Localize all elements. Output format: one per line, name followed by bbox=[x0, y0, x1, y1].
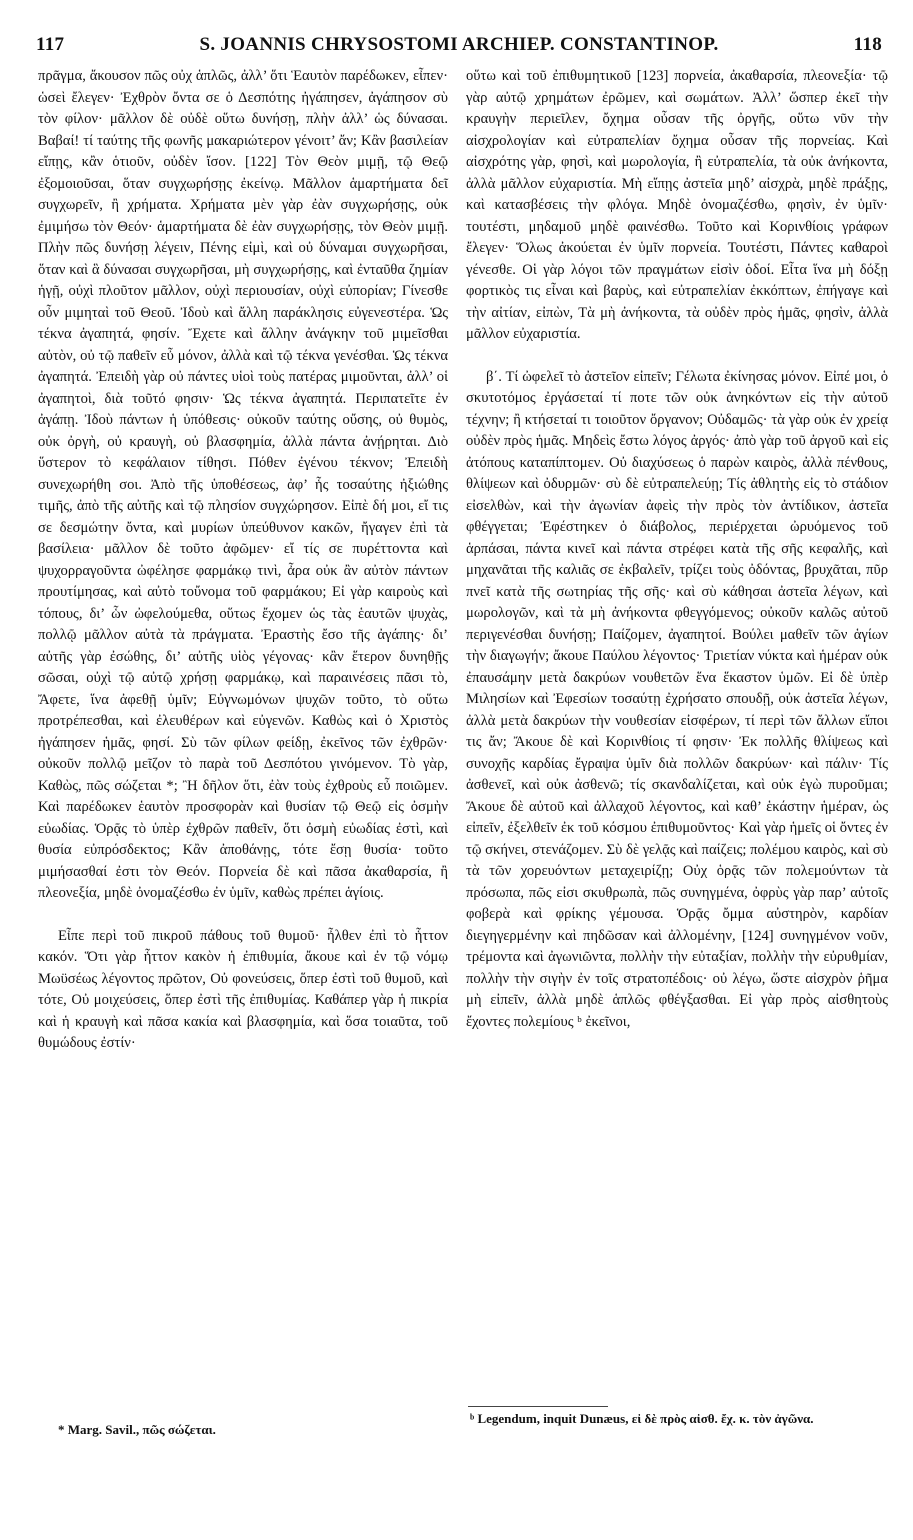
running-title: S. JOANNIS CHRYSOSTOMI ARCHIEP. CONSTANTINOP. bbox=[199, 34, 719, 55]
running-header bbox=[36, 34, 882, 60]
paragraph: πρᾶγμα, ἄκουσον πῶς οὐχ ἁπλῶς, ἀλλ’ ὅτι Ἑαυτὸν παρέδωκεν, εἶπεν· ὡσεὶ ἔλεγεν· Ἐχθρὸν ὄντα σε ὁ Δεσπότης ἠγάπησεν, ἀγάπησον σὺ τὸν φίλον· μᾶλλον δὲ οὐδὲ οὕτω δυνήσῃ, πλὴν ἀλλ’ ὡς δύνασαι. Βαβαί! τί ταύτης τῆς φωνῆς μακαριώτερον γένοιτ’ ἄν; Κἂν βασιλείαν εἴπῃς, κἂν ὁτιοῦν, οὐδὲν ἴσον. [122] Τὸν Θεὸν μιμῇ, τῷ Θεῷ ἐξομοιοῦσαι, ὅταν συγχωρήσῃς ἐκείνῳ. Μᾶλλον ἁμαρτήματα δεῖ συγχωρεῖν, ἢ χρήματα. Χρήματα μὲν γὰρ ἐὰν συγχωρήσῃς, οὐκ ἐμιμήσω τὸν Θεόν· ἁμαρτήματα δὲ ἐὰν συγχωρήσῃς, τὸν Θεὸν μιμῇ. Πλὴν πῶς δυνήσῃ λέγειν, Πένης εἰμὶ, καὶ οὐ δύναμαι συγχωρῆσαι, ὅταν καὶ ἃ δύνασαι συγχωρῆσαι, μὴ συγχωρήσῃς, καὶ ἐνταῦθα ζημίαν ἡγῇ, οὐχὶ πλοῦτον μᾶλλον, οὐχὶ περιουσίαν, οὐχὶ εὐπορίαν; Γίνεσθε οὖν μιμηταὶ τοῦ Θεοῦ. Ἰδοὺ καὶ ἄλλη παράκλησις εὐγενεστέρα. Ὡς τέκνα ἀγαπητά, φησίν. Ἔχετε καὶ ἄλλην ἀνάγκην τοῦ μιμεῖσθαι αὐτὸν, οὐ τῷ παθεῖν εὖ μόνον, ἀλλὰ καὶ τῷ τέκνα γενέσθαι. Ὡς τέκνα ἀγαπητά. Ἐπειδὴ γὰρ οὐ πάντες υἱοὶ τοὺς πατέρας μιμοῦνται, ἀλλ’ οἱ ἀγαπητοὶ, διὰ τοῦτό φησιν· Ὡς τέκνα ἀγαπητά. Περιπατεῖτε ἐν ἀγάπῃ. Ἰδοὺ πάντων ἡ ὑπόθεσις· οὐκοῦν ταύτης οὔσης, οὐ θυμὸς, οὐκ ὀργὴ, οὐ κραυγὴ, οὐ βλασφημία, ἀλλὰ πάντα ἀνῄρηται. Διὸ ὕστερον τὸ κεφάλαιον τίθησι. Πόθεν ἐγένου τέκνον; Ἐπειδὴ συνεχωρήθη σοι. Ἀπὸ τῆς ὑποθέσεως, ἀφ’ ἧς τοσαύτης ἠξιώθης τιμῆς, ἀπὸ τῆς αὐτῆς καὶ τῷ πλησίον συγχώρησον. Εἰπὲ δή μοι, εἴ τις σε δεσμώτην ὄντα, καὶ μυρίων ὑπεύθυνον κακῶν, ἤγαγεν ἐπὶ τὰ βασίλεια· μᾶλλον δὲ τοῦτο ἀφῶμεν· εἴ τίς σε πυρέττοντα καὶ ψυχορραγοῦντα ὠφέλησε φαρμάκῳ τινὶ, ἆρα οὐκ ἂν αὐτὸν πάντων προυτίμησας, καὶ αὐτὸ τοὔνομα τοῦ φαρμάκου; Εἰ γὰρ καιροὺς καὶ τόπους, δι’ ὧν ὠφελούμεθα, οὕτως ἔχομεν ὡς τὰς ἑαυτῶν ψυχὰς, πολλῷ μᾶλλον αὐτὰ τὰ πράγματα. Ἐραστὴς ἔσο τῆς ἀγάπης· δι’ αὐτῆς γὰρ ἐσώθης, δι’ αὐτῆς υἱὸς γέγονας· κἂν ἕτερον δυνηθῇς σῶσαι, οὐχὶ τῷ αὐτῷ χρήσῃ φαρμάκῳ, καὶ παραινέσεις πᾶσι τὸ, Ἄφετε, ἵνα ἀφεθῇ ὑμῖν; Εὐγνωμόνων ψυχῶν τοῦτο, τὸ οὕτω προτρέπεσθαι, καὶ ἐλευθέρων καὶ εὐγενῶν. Καθὼς καὶ ὁ Χριστὸς ἠγάπησεν ἡμᾶς, φησί. Σὺ τῶν φίλων φείδῃ, ἐκεῖνος τῶν ἐχθρῶν· οὐκοῦν πολλῷ μεῖζον τὸ παρὰ τοῦ Δεσπότου γινόμενον. Τὸ γὰρ, Καθὼς, πῶς σώζεται *; Ἢ δῆλον ὅτι, ἐὰν τοὺς ἐχθροὺς εὖ ποιῶμεν. Καὶ παρέδωκεν ἑαυτὸν προσφορὰν καὶ θυσίαν τῷ Θεῷ εἰς ὀσμὴν εὐωδίας. Ὁρᾷς τὸ ὑπὲρ ἐχθρῶν παθεῖν, ὅτι ὀσμὴ εὐωδίας ἐστὶ, καὶ θυσία εὐπρόσδεκτος; Κἂν ἀποθάνῃς, τότε ἔσῃ θυσία· τοῦτο μιμήσασθαί ἐστι τὸν Θεόν. Πορνεία δὲ καὶ πᾶσα ἀκαθαρσία, ἢ πλεονεξία, μηδὲ ὀνομαζέσθω ἐν ὑμῖν, καθὼς πρέπει ἁγίοις. bbox=[38, 68, 448, 901]
page-number-left: 117 bbox=[36, 34, 65, 55]
paragraph: Εἶπε περὶ τοῦ πικροῦ πάθους τοῦ θυμοῦ· ἦλθεν ἐπὶ τὸ ἧττον κακόν. Ὅτι γὰρ ἧττον κακὸν ἡ ἐπιθυμία, ἄκουε καὶ ἐν τῷ νόμῳ Μωϋσέως λέγοντος πρῶτον, Οὐ φονεύσεις, ὅπερ ἐστὶ τοῦ θυμοῦ, καὶ τότε, Οὐ μοιχεύσεις, ὅπερ ἐστὶ τῆς ἐπιθυμίας. Καθάπερ γὰρ ἡ πικρία καὶ ἡ κραυγὴ καὶ πᾶσα κακία καὶ βλασφημία, καὶ ὅσα τοιαῦτα, τοῦ θυμώδους ἐστίν· bbox=[38, 927, 448, 1051]
left-column bbox=[38, 66, 448, 1055]
footnote-rule bbox=[468, 1406, 608, 1407]
paragraph: οὕτω καὶ τοῦ ἐπιθυμητικοῦ [123] πορνεία, ἀκαθαρσία, πλεονεξία· τῷ γὰρ αὐτῷ χρημάτων ἐρῶμεν, καὶ σωμάτων. Ἀλλ’ ὥσπερ ἐκεῖ τὴν κραυγὴν περιεῖλεν, ὄχημα οὖσαν τῆς ὀργῆς, οὕτω νῦν τὴν αἰσχρολογίαν καὶ εὐτραπελίαν ὄχημα οὖσαν τῆς πορνείας. Καὶ αἰσχρότης γὰρ, φησὶ, καὶ μωρολογία, ἢ εὐτραπελία, τὰ οὐκ ἀνήκοντα, ἀλλὰ μᾶλλον εὐχαριστία. Μὴ εἴπῃς ἀστεῖα μηδ’ αἰσχρὰ, μηδὲ πράξῃς, καὶ κατασβέσεις τὴν φλόγα. Μηδὲ ὀνομαζέσθω, φησὶν, ἐν ὑμῖν· τουτέστι, μηδαμοῦ μηδὲ φαινέσθω. Τοῦτο καὶ Κορινθίοις γράφων ἔλεγεν· Ὅλως ἀκούεται ἐν ὑμῖν πορνεία. Τουτέστι, Πάντες καθαροὶ γένεσθε. Οἱ γὰρ λόγοι τῶν πραγμάτων εἰσὶν ὁδοί. Εἶτα ἵνα μὴ δόξῃ φορτικὸς τις εἶναι καὶ βαρὺς, καὶ εὐτραπελίαν ἐκκόπτων, ἐπήγαγε καὶ τὴν αἰτίαν, εἰπὼν, Τὰ μὴ ἀνήκοντα, τὰ οὐδὲν πρὸς ἡμᾶς, φησὶν, ἀλλὰ μᾶλλον εὐχαριστία. bbox=[466, 68, 888, 342]
footnote-left: * Marg. Savil., πῶς σώζεται. bbox=[58, 1422, 216, 1437]
paragraph: β΄. Τί ὠφελεῖ τὸ ἀστεῖον εἰπεῖν; Γέλωτα ἐκίνησας μόνον. Εἰπέ μοι, ὁ σκυτοτόμος ἐργάσεταί τί ποτε τῶν οὐκ ἀνηκόντων εἰς τὴν αὐτοῦ τέχνην; ἢ κτήσεταί τι τοιοῦτον ὄργανον; Οὐδαμῶς· τὰ γὰρ οὐκ ἐν χρείᾳ οὐδὲν πρὸς ἡμᾶς. Μηδεὶς ἔστω λόγος ἀργός· ἀπὸ γὰρ τοῦ ἀργοῦ καὶ εἰς ἀτόπους καταπίπτομεν. Οὐ διαχύσεως ὁ παρὼν καιρὸς, ἀλλὰ πένθους, θλίψεων καὶ ὀδυρμῶν· σὺ δὲ εὐτραπελεύῃ; Τίς ἀθλητὴς εἰς τὸ στάδιον εἰσελθὼν, καὶ τὴν ἀγωνίαν ἀφεὶς τὴν πρὸς τὸν ἀντίδικον, ἀστεῖα φθέγγεται; Ἐφέστηκεν ὁ διάβολος, περιέρχεται ὠρυόμενος τοῦ ἁρπάσαι, πάντα κινεῖ καὶ πάντα στρέφει κατὰ τῆς σῆς κεφαλῆς, καὶ μηχανᾶται τῆς καλιᾶς σε ἐκβαλεῖν, τρίζει τοὺς ὀδόντας, βρυχᾶται, πῦρ πνεῖ κατὰ τῆς σωτηρίας τῆς σῆς· καὶ σὺ κάθησαι ἀστεῖα λέγων, καὶ μωρολογῶν, καὶ τὰ μὴ ἀνήκοντα φθεγγόμενος; οὐκοῦν καλῶς αὐτοῦ περιγενέσθαι δυνήσῃ; Παίζομεν, ἀγαπητοί. Βούλει μαθεῖν τῶν ἁγίων τὴν διαγωγήν; ἄκουε Παύλου λέγοντος· Τριετίαν νύκτα καὶ ἡμέραν οὐκ ἐπαυσάμην μετὰ δακρύων νουθετῶν ἕνα ἕκαστον ὑμῶν. Εἰ δὲ ὑπὲρ Μιλησίων καὶ Ἐφεσίων τοσαύτῃ ἐχρήσατο σπουδῇ, οὐκ ἀστεῖα λέγων, ἀλλὰ μετὰ δακρύων τὴν νουθεσίαν εἰσφέρων, τί περὶ τῶν ἄλλων εἴποι τις ἄν; Ἄκουε δὲ καὶ Κορινθίοις τί φησιν· Ἐκ πολλῆς θλίψεως καὶ συνοχῆς καρδίας ἔγραψα ὑμῖν διὰ πολλῶν δακρύων· καὶ πάλιν· Τίς ἀσθενεῖ, καὶ οὐκ ἀσθενῶ; τίς σκανδαλίζεται, καὶ οὐκ ἐγὼ πυροῦμαι; Ἄκουε δὲ αὐτοῦ καὶ ἀλλαχοῦ λέγοντος, καὶ καθ’ ἑκάστην ἡμέραν, ὡς εἰπεῖν, ἐξελθεῖν ἐκ τοῦ κόσμου ἐπιθυμοῦντος· Καὶ γὰρ ἡμεῖς οἱ ὄντες ἐν τῷ σκήνει, στενάζομεν. Σὺ δὲ γελᾷς καὶ παίζεις; πολέμου καιρὸς, καὶ σὺ τὰ τῶν χορευόντων μεταχειρίζῃ; Οὐχ ὁρᾷς τῶν πολεμούντων τὰ πρόσωπα, πῶς εἰσι σκυθρωπὰ, πῶς συνηγμένα, ὀφρὺς γὰρ παρ’ αὐτοῖς φοβερὰ καὶ φρίκης γέμουσα. Ὁρᾷς ὄμμα αὐστηρὸν, καρδίαν διεγηγερμένην καὶ πηδῶσαν καὶ ἀλλομένην, [124] συνηγμένον νοῦν, τρέμοντα καὶ ἀγωνιῶντα, πολλὴν τὴν εὐταξίαν, πολλὴν τὴν εὐρυθμίαν, πολλὴν τὴν σιγὴν ἐν τοῖς στρατοπέδοις· οὐ λέγω, ὥστε αἰσχρὸν ῥῆμα μὴ εἰπεῖν, ἀλλὰ μηδὲ ἁπλῶς φθέγξασθαι. Εἰ γὰρ πρὸς αἰσθητοὺς ἔχοντες πολεμίους ᵇ ἐκεῖνοι, bbox=[466, 368, 888, 1030]
page-number-right: 118 bbox=[853, 34, 882, 55]
footnote-right: ᵇ Legendum, inquit Dunæus, εἰ δὲ πρὸς αἰσθ. ἔχ. κ. τὸν ἀγῶνα. bbox=[470, 1411, 814, 1426]
right-column bbox=[466, 66, 888, 1033]
